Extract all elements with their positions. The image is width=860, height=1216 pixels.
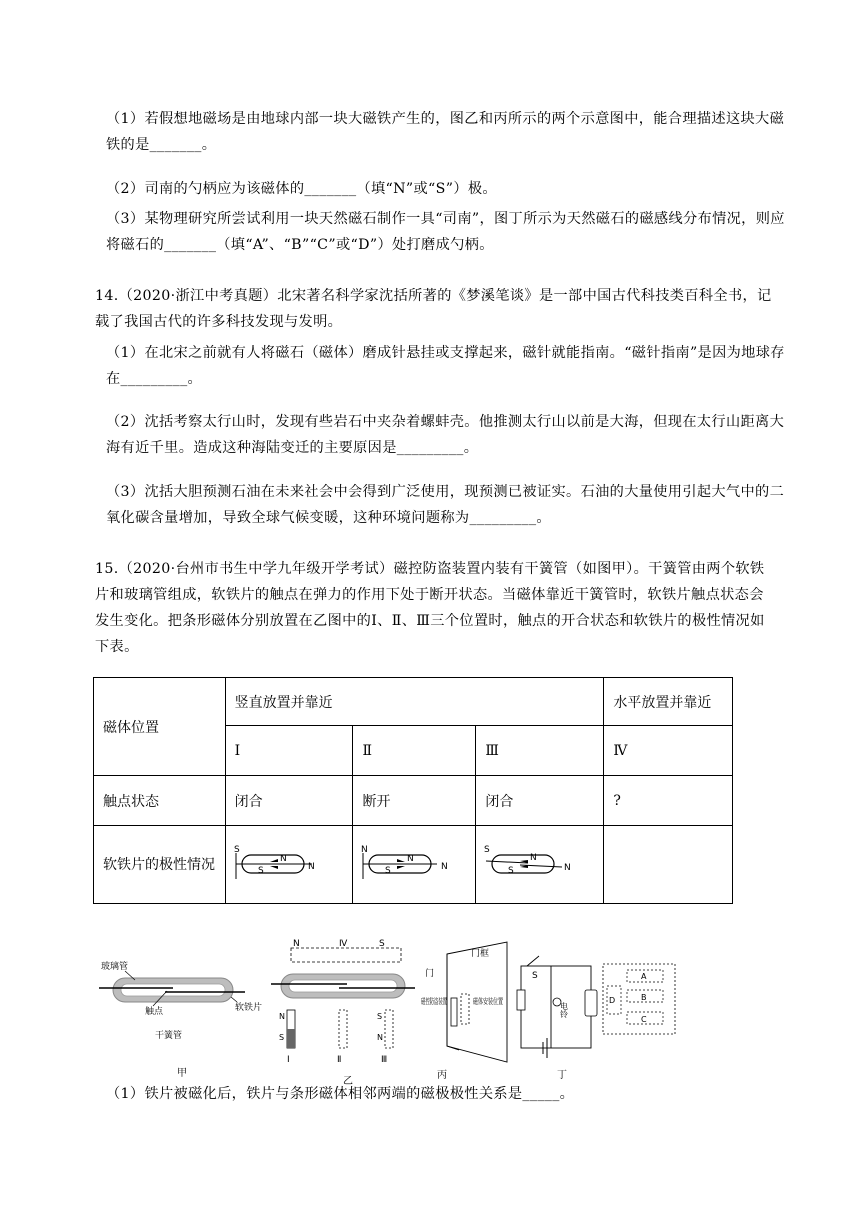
header-polarity: 软铁片的极性情况 bbox=[94, 826, 226, 904]
label-door-frame: 门框 bbox=[471, 949, 490, 959]
label-switch-s: S bbox=[532, 971, 538, 981]
q13-sub2: （2）司南的勺柄应为该磁体的_______（填“N”或“S”）极。 bbox=[106, 181, 497, 197]
figure-yi bbox=[271, 939, 415, 1087]
q14-sub2: （2）沈括考察太行山时，发现有些岩石中夹杂着螺蚌壳。他推测太行山以前是大海，但现在太行山距离大海有近千里。造成这种海陆变迁的主要原因是_________。 bbox=[106, 414, 785, 456]
label-iv: Ⅳ bbox=[339, 939, 348, 949]
magnet-i-bottom: S bbox=[279, 1033, 285, 1042]
caption-jia: 甲 bbox=[177, 1068, 187, 1079]
label-soft-iron: 软铁片 bbox=[235, 1003, 263, 1013]
reed-polarity-diagram-i bbox=[230, 843, 316, 883]
position-iii: Ⅲ bbox=[476, 726, 604, 776]
figure-jia bbox=[99, 960, 262, 1079]
polarity-cell-ii bbox=[353, 826, 476, 904]
pole-mid2: N bbox=[279, 853, 287, 864]
caption-yi: 乙 bbox=[343, 1076, 353, 1087]
pole-right: N bbox=[307, 861, 315, 872]
q15-sub1: （1）铁片被磁化后，铁片与条形磁体相邻两端的磁极极性关系是_____。 bbox=[106, 1086, 575, 1102]
stone-d: D bbox=[609, 996, 616, 1005]
header-contact-state: 触点状态 bbox=[94, 776, 226, 826]
contact-iv: ? bbox=[604, 776, 733, 826]
header-magnet-position: 磁体位置 bbox=[94, 678, 226, 776]
pole-right: N bbox=[441, 861, 449, 872]
q14-sub1: （1）在北宋之前就有人将磁石（磁体）磨成针悬挂或支撑起来，磁针就能指南。“磁针指南”是因为地球存在_________。 bbox=[106, 345, 785, 387]
polarity-cell-iv bbox=[604, 826, 733, 904]
label-door: 门 bbox=[425, 969, 435, 979]
contact-iii: 闭合 bbox=[476, 776, 604, 826]
result-table bbox=[93, 677, 733, 904]
caption-ding: 丁 bbox=[557, 1070, 567, 1081]
pole-right: N bbox=[564, 862, 572, 873]
stone-a: A bbox=[641, 972, 647, 981]
header-horizontal-group: 水平放置并靠近 bbox=[604, 678, 733, 726]
label-n: N bbox=[293, 939, 300, 949]
contact-ii: 断开 bbox=[353, 776, 476, 826]
pole-left: S bbox=[484, 844, 491, 855]
polarity-cell-i bbox=[225, 826, 353, 904]
reed-polarity-diagram-ii bbox=[357, 843, 457, 883]
figure-ding bbox=[517, 956, 675, 1081]
pole-mid1: S bbox=[508, 865, 515, 876]
pole-mid1: S bbox=[257, 865, 264, 876]
q14-sub3: （3）沈括大胆预测石油在未来社会中会得到广泛使用，现预测已被证实。石油的大量使用引起大气中的二氧化碳含量增加，导致全球气候变暖，这种环境问题称为_________。 bbox=[106, 484, 785, 526]
stone-c: C bbox=[641, 1015, 647, 1024]
pole-left: S bbox=[233, 844, 240, 855]
pole-left: N bbox=[361, 844, 369, 855]
figures-strip bbox=[95, 938, 695, 1088]
pos-ii: Ⅱ bbox=[337, 1055, 342, 1065]
q13-sub3: （3）某物理研究所尝试利用一块天然磁石制作一具“司南”，图丁所示为天然磁石的磁感线分布情况，则应将磁石的_______（填“A”、“B”“C”或“D”）处打磨成勺柄。 bbox=[106, 211, 785, 253]
stone-b: B bbox=[641, 993, 647, 1002]
pos-i: Ⅰ bbox=[287, 1055, 290, 1065]
position-i: Ⅰ bbox=[225, 726, 353, 776]
label-s: S bbox=[379, 939, 385, 949]
pos-iii: Ⅲ bbox=[381, 1055, 388, 1065]
contact-i: 闭合 bbox=[225, 776, 353, 826]
magnet-iii-top: S bbox=[377, 1012, 383, 1021]
q13-sub1: （1）若假想地磁场是由地球内部一块大磁铁产生的，图乙和丙所示的两个示意图中，能合理描述这块大磁铁的是_______。 bbox=[106, 111, 785, 153]
pole-mid2: N bbox=[530, 852, 538, 863]
pole-mid1: S bbox=[385, 865, 392, 876]
label-reed-switch: 干簧管 bbox=[155, 1031, 183, 1041]
magnet-iii-bottom: N bbox=[377, 1033, 383, 1042]
figure-bing bbox=[421, 942, 521, 1081]
pole-mid2: N bbox=[407, 853, 415, 864]
label-magnet-pos: 磁体安装位置 bbox=[473, 997, 521, 1006]
caption-bing: 丙 bbox=[437, 1070, 447, 1081]
label-device: 磁控防盗装置 bbox=[421, 997, 469, 1006]
label-contact: 触点 bbox=[145, 1007, 164, 1017]
reed-polarity-diagram-iii bbox=[480, 843, 580, 883]
label-glass-tube: 玻璃管 bbox=[101, 962, 129, 972]
position-ii: Ⅱ bbox=[353, 726, 476, 776]
magnet-i-top: N bbox=[279, 1012, 285, 1021]
position-iv: Ⅳ bbox=[604, 726, 733, 776]
polarity-cell-iii bbox=[476, 826, 604, 904]
header-vertical-group: 竖直放置并靠近 bbox=[225, 678, 604, 726]
q14-stem: 14.（2020·浙江中考真题）北宋著名科学家沈括所著的《梦溪笔谈》是一部中国古代科技类百科全书，记载了我国古代的许多科技发现与发明。 bbox=[95, 288, 772, 330]
label-bell: 电铃 bbox=[559, 1002, 569, 1018]
q15-stem: 15.（2020·台州市书生中学九年级开学考试）磁控防盗装置内装有干簧管（如图甲）。干簧管由两个软铁片和玻璃管组成，软铁片的触点在弹力的作用下处于断开状态。当磁体靠近干簧管时，软铁片触点状态会发生变化。把条形磁体分别放置在乙图中的Ⅰ、Ⅱ、Ⅲ三个位置时，触点的开合状态和软铁片的极性情况如下表。 bbox=[95, 561, 765, 655]
